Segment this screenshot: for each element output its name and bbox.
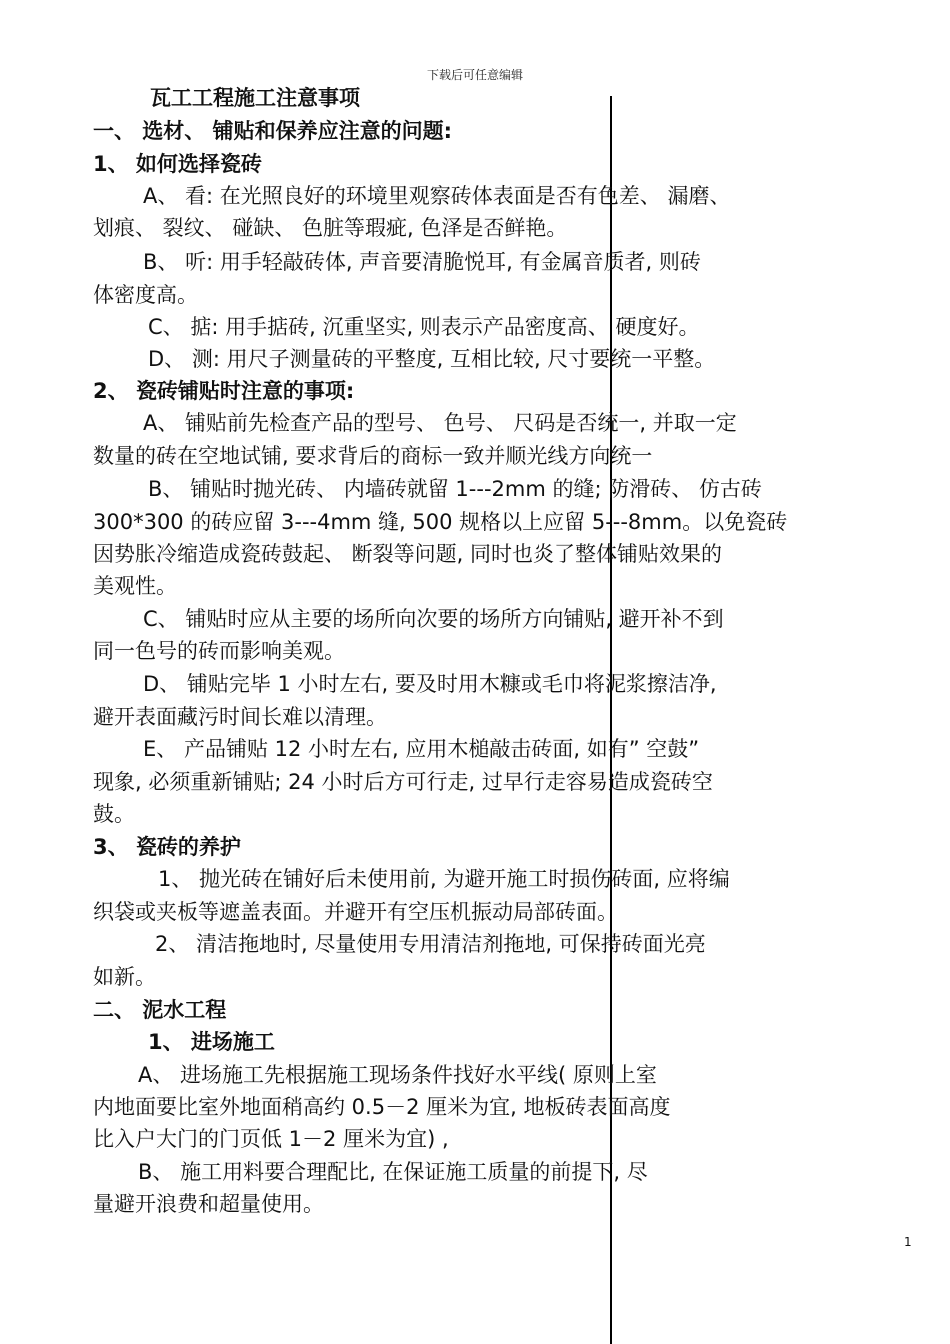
text-line: 1、 抛光砖在铺好后未使用前, 为避开施工时损伤砖面, 应将编: [158, 867, 730, 891]
text-line: C、 掂: 用手掂砖, 沉重坚实, 则表示产品密度高、 硬度好。: [148, 315, 700, 339]
text-line: 同一色号的砖而影响美观。: [93, 639, 345, 663]
text-line: B、 施工用料要合理配比, 在保证施工质量的前提下, 尽: [138, 1160, 648, 1184]
page-number: 1: [904, 1235, 912, 1249]
text-line: 2、 清洁拖地时, 尽量使用专用清洁剂拖地, 可保持砖面光亮: [155, 932, 706, 956]
text-line: 数量的砖在空地试铺, 要求背后的商标一致并顺光线方向统一: [93, 444, 653, 468]
text-line: 现象, 必须重新铺贴; 24 小时后方可行走, 过早行走容易造成瓷砖空: [93, 770, 713, 794]
text-line: A、 进场施工先根据施工现场条件找好水平线( 原则上室: [138, 1063, 657, 1087]
text-line: 体密度高。: [93, 283, 198, 307]
text-line: 美观性。: [93, 574, 177, 598]
section-heading: 二、 泥水工程: [93, 998, 227, 1022]
text-line: A、 铺贴前先检查产品的型号、 色号、 尺码是否统一, 并取一定: [143, 411, 737, 435]
text-line: A、 看: 在光照良好的环境里观察砖体表面是否有色差、 漏磨、: [143, 184, 731, 208]
section-heading: 一、 选材、 铺贴和保养应注意的问题:: [93, 119, 453, 143]
text-line: D、 测: 用尺子测量砖的平整度, 互相比较, 尺寸要统一平整。: [148, 347, 716, 371]
text-line: 因势胀冷缩造成瓷砖鼓起、 断裂等问题, 同时也炎了整体铺贴效果的: [93, 542, 723, 566]
text-line: E、 产品铺贴 12 小时左右, 应用木槌敲击砖面, 如有” 空鼓”: [143, 737, 700, 761]
text-line: 鼓。: [93, 802, 135, 826]
text-line: 如新。: [93, 965, 156, 989]
doc-title: 瓦工工程施工注意事项: [150, 86, 360, 110]
subsection-heading: 1、 如何选择瓷砖: [93, 152, 262, 176]
text-line: 织袋或夹板等遮盖表面。并避开有空压机振动局部砖面。: [93, 900, 618, 924]
subsection-heading: 1、 进场施工: [148, 1030, 275, 1054]
text-line: 量避开浪费和超量使用。: [93, 1192, 324, 1216]
text-line: 比入户大门的门页低 1－2 厘米为宜) ,: [93, 1127, 449, 1151]
text-line: 划痕、 裂纹、 碰缺、 色脏等瑕疵, 色泽是否鲜艳。: [93, 216, 568, 240]
page-header: 下载后可任意编辑: [426, 68, 523, 82]
text-line: B、 听: 用手轻敲砖体, 声音要清脆悦耳, 有金属音质者, 则砖: [143, 250, 701, 274]
text-line: 避开表面藏污时间长难以清理。: [93, 705, 387, 729]
text-line: B、 铺贴时抛光砖、 内墙砖就留 1---2mm 的缝; 防滑砖、 仿古砖: [148, 477, 762, 501]
subsection-heading: 2、 瓷砖铺贴时注意的事项:: [93, 379, 355, 403]
text-line: 内地面要比室外地面稍高约 0.5－2 厘米为宜, 地板砖表面高度: [93, 1095, 671, 1119]
text-line: D、 铺贴完毕 1 小时左右, 要及时用木糠或毛巾将泥浆擦洁净,: [143, 672, 717, 696]
text-line: 300*300 的砖应留 3---4mm 缝, 500 规格以上应留 5---8mm。以免瓷砖: [93, 510, 788, 534]
subsection-heading: 3、 瓷砖的养护: [93, 835, 241, 859]
text-line: C、 铺贴时应从主要的场所向次要的场所方向铺贴, 避开补不到: [143, 607, 724, 631]
